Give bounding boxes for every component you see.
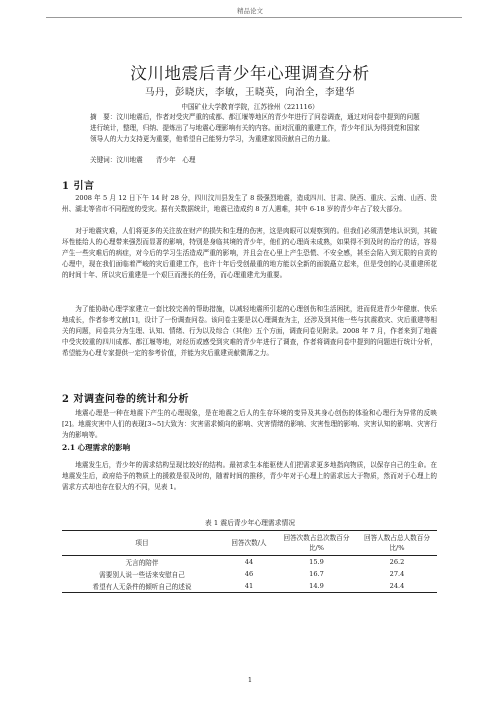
table-header-row (62, 531, 437, 556)
intro-paragraph-2: 对于地震灾难，人们将更多的关注放在财产的损失和生理的伤害，这是肉眼可以观察到的。但我们必须清楚地认识到，其破坏性能给人的心理带来强烈而显著的影响，特别是身临其境的青少年，他们的心理尚未成熟，如果得不到及时的治疗的话，容易产生一些灾难后的病症，对今后的学习生活造成严重的影响，并且会在心里上产生恐慌、不安全感，甚至会陷入到无限的自责的心理中，现在我们面临着严峻的灾后重建工作，也许十年后受创最重的地方能以全新的面貌矗立起来，但是受创的心灵重建所花的时间十年、所以灾后重建是一个艰巨而漫长的任务，而心理重建尤为重要。 (62, 227, 437, 280)
section-heading-analysis: 2 对调查问卷的统计和分析 (62, 394, 189, 405)
column-header: 项目 (135, 539, 149, 547)
column-header: 回答人数占总人数百分比/% (364, 534, 430, 552)
table-caption: 表 1 震后青少年心理需求情况 (204, 519, 296, 527)
table-cell: 14.9 (309, 582, 324, 590)
table-cell: 41 (244, 582, 254, 590)
table-row (62, 580, 437, 593)
analysis-paragraph-1: 地震心理是一种在地震下产生的心理现象，是在地震之后人的生存环境的变异及其身心创伤的体验和心理行为异常的反映[2]。地震灾害中人们的表现[3~5]大致为：灾害需求倾向的影响、灾害情绪的影响、灾害性理的影响、灾害认知的影响、灾害行为的影响等。 (62, 409, 437, 440)
table-cell: 27.4 (389, 570, 405, 578)
running-header: 精品论文 (237, 7, 263, 15)
table-cell: 需要别人说一些话来安慰自己 (99, 571, 185, 579)
intro-paragraph-1: 2008 年 5 月 12 日下午 14 时 28 分，四川汶川县发生了 8 级强烈地震，造成四川、甘肃、陕西、重庆、云南、山西、贵州、湖北等省市不同程度的受灾。据有关数据统计，地震已造成约 8 万人遇难，其中 6-18 岁的青少年占了较大部分。 (62, 194, 437, 214)
author-list: 马丹，彭晓庆，李敏，王晓英，向治全，李建华 (144, 87, 355, 98)
abstract: 摘 要：汶川地震后，作者对受灾严重的成都、都江堰等地区的青少年进行了问卷调查，通过对问卷中提到的问题进行统计，整理，归纳、提炼出了与地震心理影响有关的内容。面对沉重的重建工作，青少年们认为得到党和国家领导人的大力支持更为重要，他希望自己能努力学习，为重建家园贡献自己的力量。 (90, 113, 420, 143)
table-cell: 15.9 (309, 558, 324, 566)
table-cell: 16.7 (309, 570, 324, 578)
section-heading-introduction: 1 引言 (62, 181, 95, 192)
table-row (62, 556, 437, 569)
intro-paragraph-3: 为了能协助心理学家建立一套比较完善的帮助措施，以减轻地震所引起的心理创伤和生活困扰，进而促进青少年健康、快乐地成长，作者参考文献[1]，设计了一份调查问卷。该问卷主要是以心理调查为主，还涉及到其他一些与抗震救灾、灾后重建等相关的问题，问卷共分为生理、认知、情绪、行为以及综合（其他）五个方面，调查问卷见附录。2008 年 7 月，作者来到了地震中受灾较重的四川成都、都江堰等地，对经历或感受到灾难的青少年进行了调查，作者将调查问卷中提到的问题进行统计分析，希望能为心理专家提供一定的参考价值，并能为灾后重建贡献微薄之力。 (62, 305, 437, 358)
table-cell: 46 (244, 570, 254, 578)
table-cell: 无言的陪伴 (125, 559, 159, 567)
table-row (62, 568, 437, 580)
header-rule (46, 17, 462, 18)
subsection-heading-needs: 2.1 心理需求的影响 (62, 443, 131, 452)
page-number: 1 (247, 676, 253, 684)
table-cell: 44 (244, 558, 254, 566)
column-header: 回答次数/人 (231, 539, 267, 547)
paper-title: 汶川地震后青少年心理调查分析 (130, 64, 370, 83)
affiliation: 中国矿业大学教育学院，江苏徐州（221116） (181, 103, 319, 111)
keywords: 关键词：汶川地震 青少年 心理 (90, 156, 196, 164)
needs-paragraph-1: 地震发生后，青少年的需求结构呈现比较好的结构。最初求生本能驱使人们把需求更多地指向物质，以保存自己的生命。在地震发生后，政府给予的物质上的援救是很及时的，随着时间的推移，青少年对于心理上的需求远大于物质，然而对于心理上的需求方式却也存在很大的不同，见表 1。 (62, 461, 437, 492)
column-header: 回答次数占总次数百分比/% (283, 534, 350, 552)
table-cell: 希望有人无条件的倾听自己的述说 (92, 583, 192, 591)
needs-table (62, 530, 437, 593)
table-cell: 26.2 (389, 558, 405, 566)
table-cell: 24.4 (389, 582, 405, 590)
